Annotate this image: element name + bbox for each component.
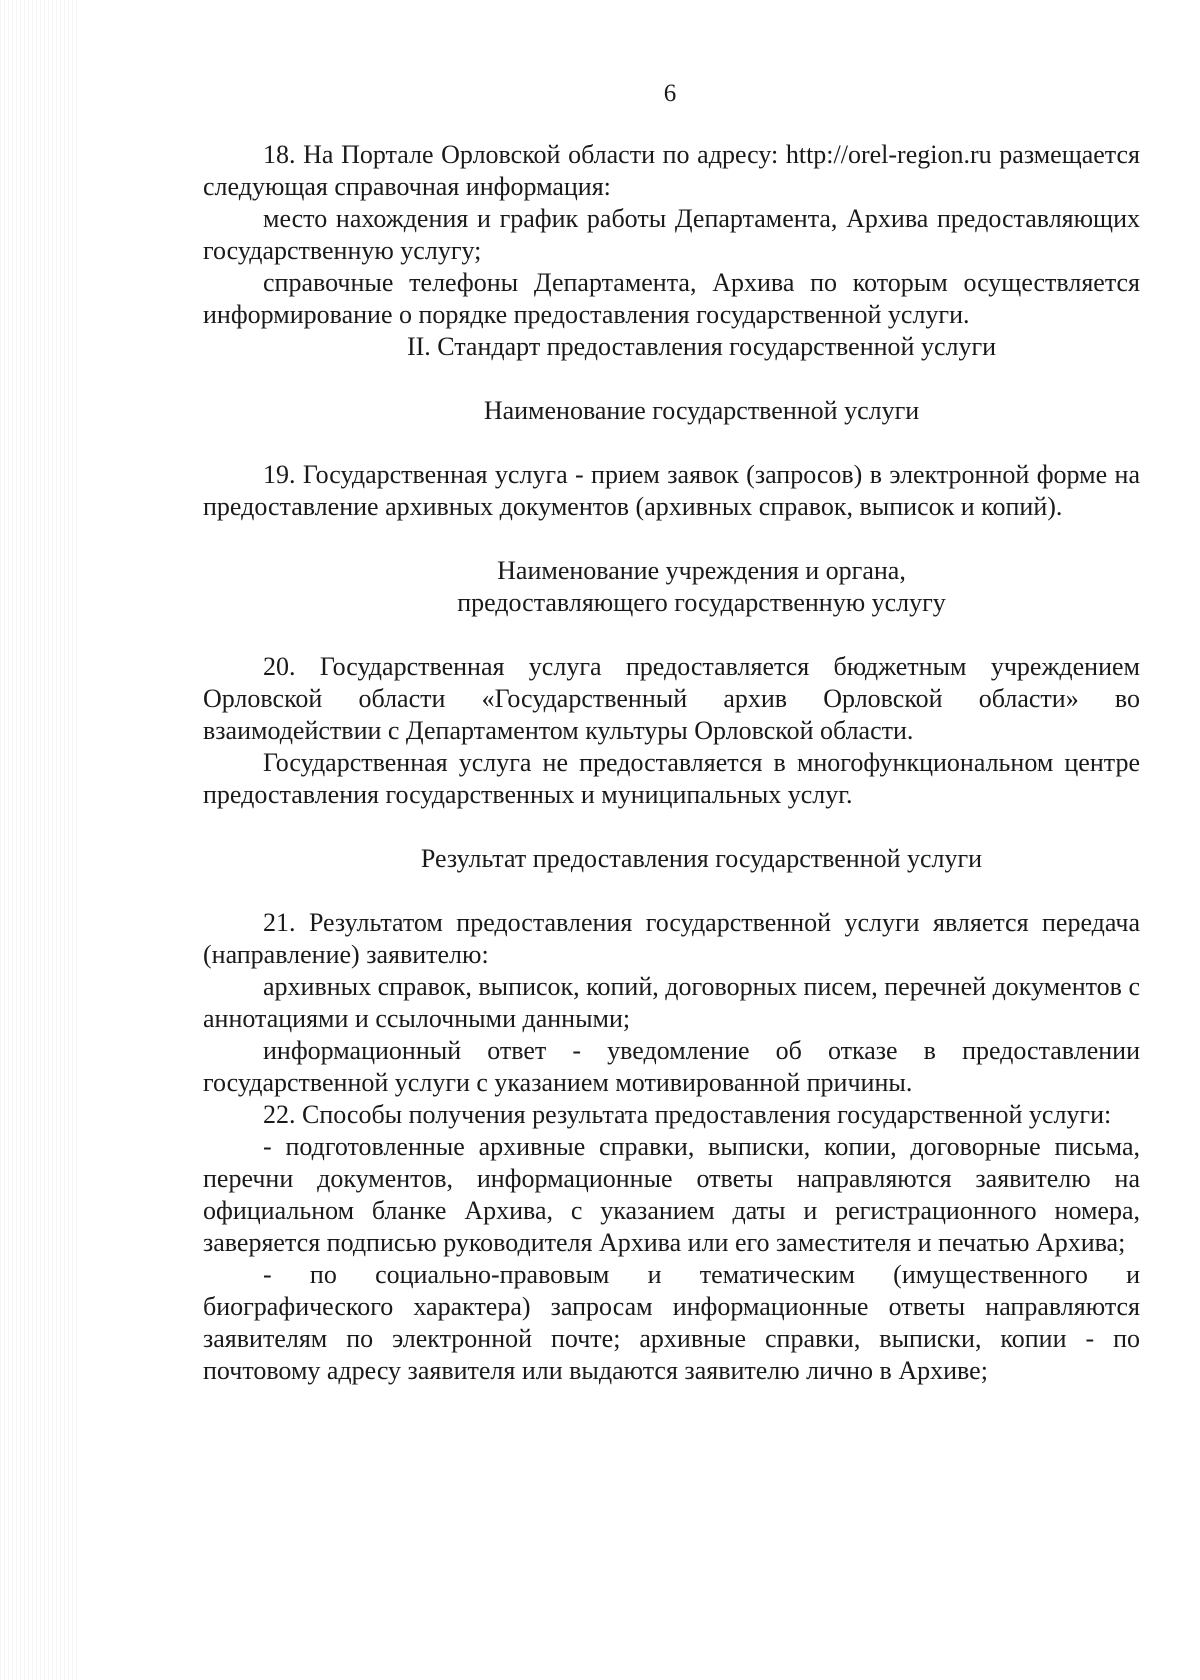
paragraph-prepared-documents: - подготовленные архивные справки, выписки, копии, договорные письма, перечни документов, информационные ответы направляются заявителю на официальном бланке Архива, с указанием даты и регистрационного номера, заверяется подписью руководителя Архива или его заместителя и печатью Архива; <box>203 1132 1140 1257</box>
page-number: 6 <box>663 80 677 107</box>
subheading-result: Результат предоставления государственной услуги <box>420 844 983 873</box>
subheading-institution-line2: предоставляющего государственную услугу <box>457 588 946 617</box>
paragraph-19: 19. Государственная услуга - прием заявок (запросов) в электронной форме на предоставление архивных документов (архивных справок, выписок и копий). <box>203 460 1140 521</box>
paragraph-archival-references: архивных справок, выписок, копий, договорных писем, перечней документов с аннотациями и ссылочными данными; <box>203 972 1140 1033</box>
paragraph-social-legal-requests: - по социально-правовым и тематическим (имущественного и биографического характера) запросам информационные ответы направляются заявителям по электронной почте; архивные справки, выписки, копии - по почтовому адресу заявителя или выдаются заявителю лично в Архиве; <box>203 1260 1140 1385</box>
paragraph-21: 21. Результатом предоставления государственной услуги является передача (направление) заявителю: <box>203 908 1140 969</box>
paragraph-information-reply: информационный ответ - уведомление об отказе в предоставлении государственной услуги с указанием мотивированной причины. <box>203 1036 1140 1097</box>
paragraph-phones: справочные телефоны Департамента, Архива по которым осуществляется информирование о порядке предоставления государственной услуги. <box>203 268 1140 329</box>
subheading-institution-line1: Наименование учреждения и органа, <box>497 556 906 585</box>
paragraph-20: 20. Государственная услуга предоставляется бюджетным учреждением Орловской области «Государственный архив Орловской области» во взаимодействии с Департаментом культуры Орловской области. <box>203 652 1140 745</box>
paragraph-location-schedule: место нахождения и график работы Департамента, Архива предоставляющих государственную услугу; <box>203 204 1140 265</box>
paragraph-22: 22. Способы получения результата предоставления государственной услуги: <box>263 1100 1112 1129</box>
paragraph-mfc: Государственная услуга не предоставляется в многофункциональном центре предоставления государственных и муниципальных услуг. <box>203 748 1140 809</box>
subheading-service-name: Наименование государственной услуги <box>483 396 920 425</box>
scan-edge-artifact <box>0 0 80 1680</box>
section-heading-standard: II. Стандарт предоставления государственной услуги <box>406 332 997 361</box>
document-body <box>203 139 1140 1387</box>
paragraph-18: 18. На Портале Орловской области по адресу: http://orel-region.ru размещается следующая справочная информация: <box>203 140 1140 201</box>
